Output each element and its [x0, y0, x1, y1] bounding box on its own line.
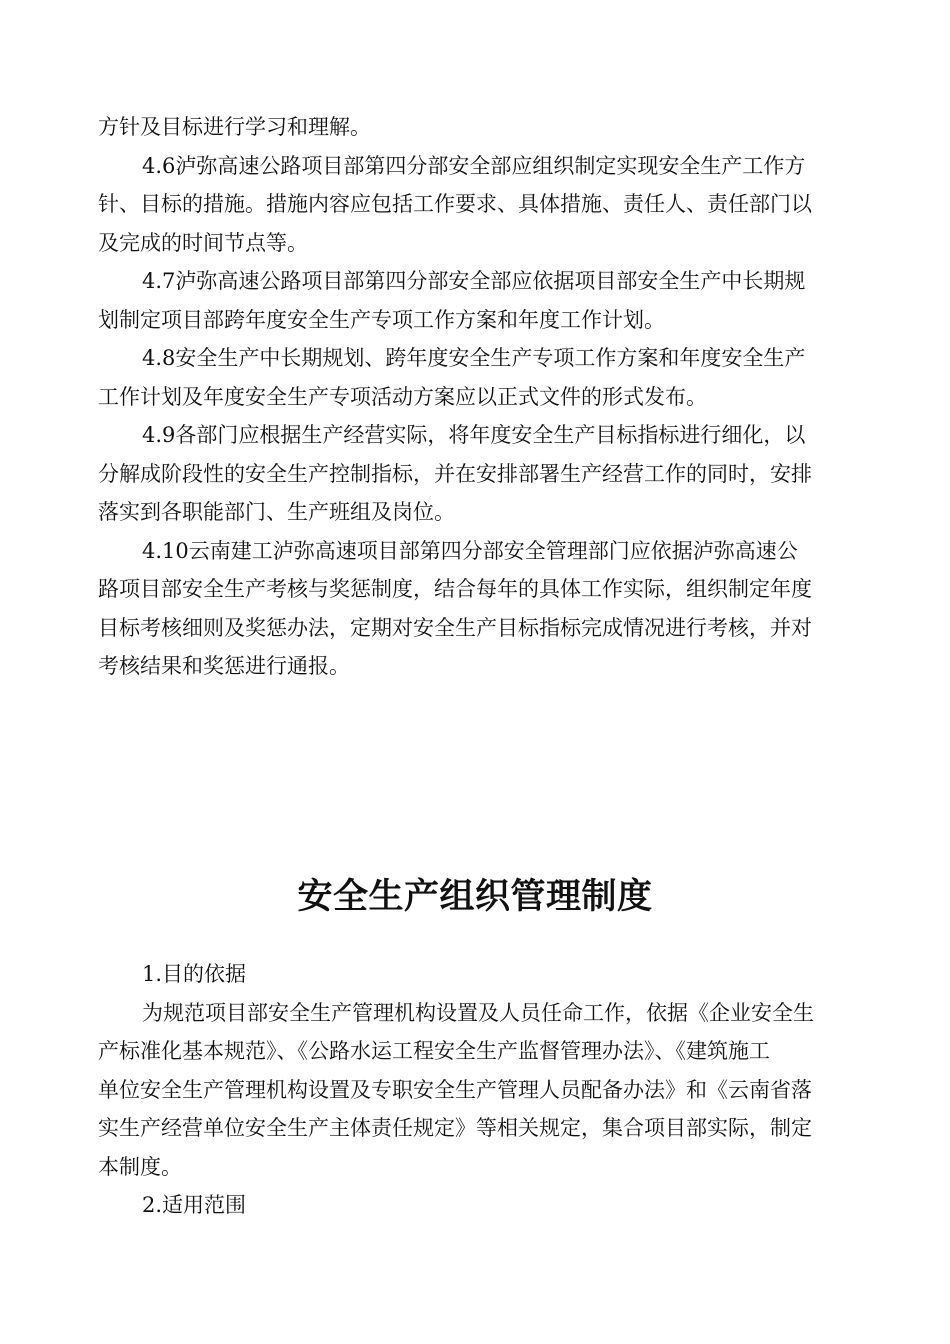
text-line: 分解成阶段性的安全生产控制指标，并在安排部署生产经营工作的同时，安排: [98, 461, 812, 486]
text-line: 工作计划及年度安全生产专项活动方案应以正式文件的形式发布。: [98, 384, 707, 409]
text-line: 4.6泸弥高速公路项目部第四分部安全部应组织制定实现安全生产工作方: [142, 153, 806, 178]
paragraph: [98, 339, 858, 416]
paragraph: [98, 994, 858, 1187]
text-line: 划制定项目部跨年度安全生产专项工作方案和年度工作计划。: [98, 307, 665, 332]
text-line: 为规范项目部安全生产管理机构设置及人员任命工作，依据《企业安全生: [142, 1000, 814, 1025]
text-line: 4.7泸弥高速公路项目部第四分部安全部应依据项目部安全生产中长期规: [142, 269, 806, 293]
text-line: 4.9各部门应根据生产经营实际，将年度安全生产目标指标进行细化，以: [142, 423, 806, 447]
paragraph: [98, 955, 858, 994]
text-line: 方针及目标进行学习和理解。: [98, 115, 371, 139]
paragraph: [98, 416, 858, 532]
text-line: 及完成的时间节点等。: [98, 230, 308, 255]
text-line: 产标准化基本规范》、《公路水运工程安全生产监督管理办法》、《建筑施工: [98, 1039, 770, 1063]
paragraph: [98, 147, 858, 263]
paragraph: [98, 262, 858, 339]
text-line: 针、目标的措施。措施内容应包括工作要求、具体措施、责任人、责任部门以: [98, 192, 812, 216]
paragraph: [98, 108, 858, 147]
paragraph: [98, 1186, 858, 1225]
text-line: 4.8安全生产中长期规划、跨年度安全生产专项工作方案和年度安全生产: [142, 346, 806, 370]
text-line: 单位安全生产管理机构设置及专职安全生产管理人员配备办法》和《云南省落: [98, 1077, 812, 1102]
text-line: 落实到各职能部门、生产班组及岗位。: [98, 500, 455, 524]
section-heading: 2.适用范围: [142, 1193, 247, 1217]
text-line: 本制度。: [98, 1154, 182, 1179]
text-line: 目标考核细则及奖惩办法，定期对安全生产目标指标完成情况进行考核，并对: [98, 615, 812, 640]
text-line: 考核结果和奖惩进行通报。: [98, 654, 350, 678]
bottom-section: [98, 955, 858, 1225]
document-title: 安全生产组织管理制度: [297, 877, 653, 917]
text-line: 4.10云南建工泸弥高速项目部第四分部安全管理部门应依据泸弥高速公: [142, 538, 798, 563]
top-section: [98, 108, 858, 686]
text-line: 路项目部安全生产考核与奖惩制度，结合每年的具体工作实际，组织制定年度: [98, 577, 812, 601]
section-heading: 1.目的依据: [142, 962, 247, 986]
paragraph: [98, 532, 858, 686]
text-line: 实生产经营单位安全生产主体责任规定》等相关规定，集合项目部实际，制定: [98, 1116, 812, 1140]
